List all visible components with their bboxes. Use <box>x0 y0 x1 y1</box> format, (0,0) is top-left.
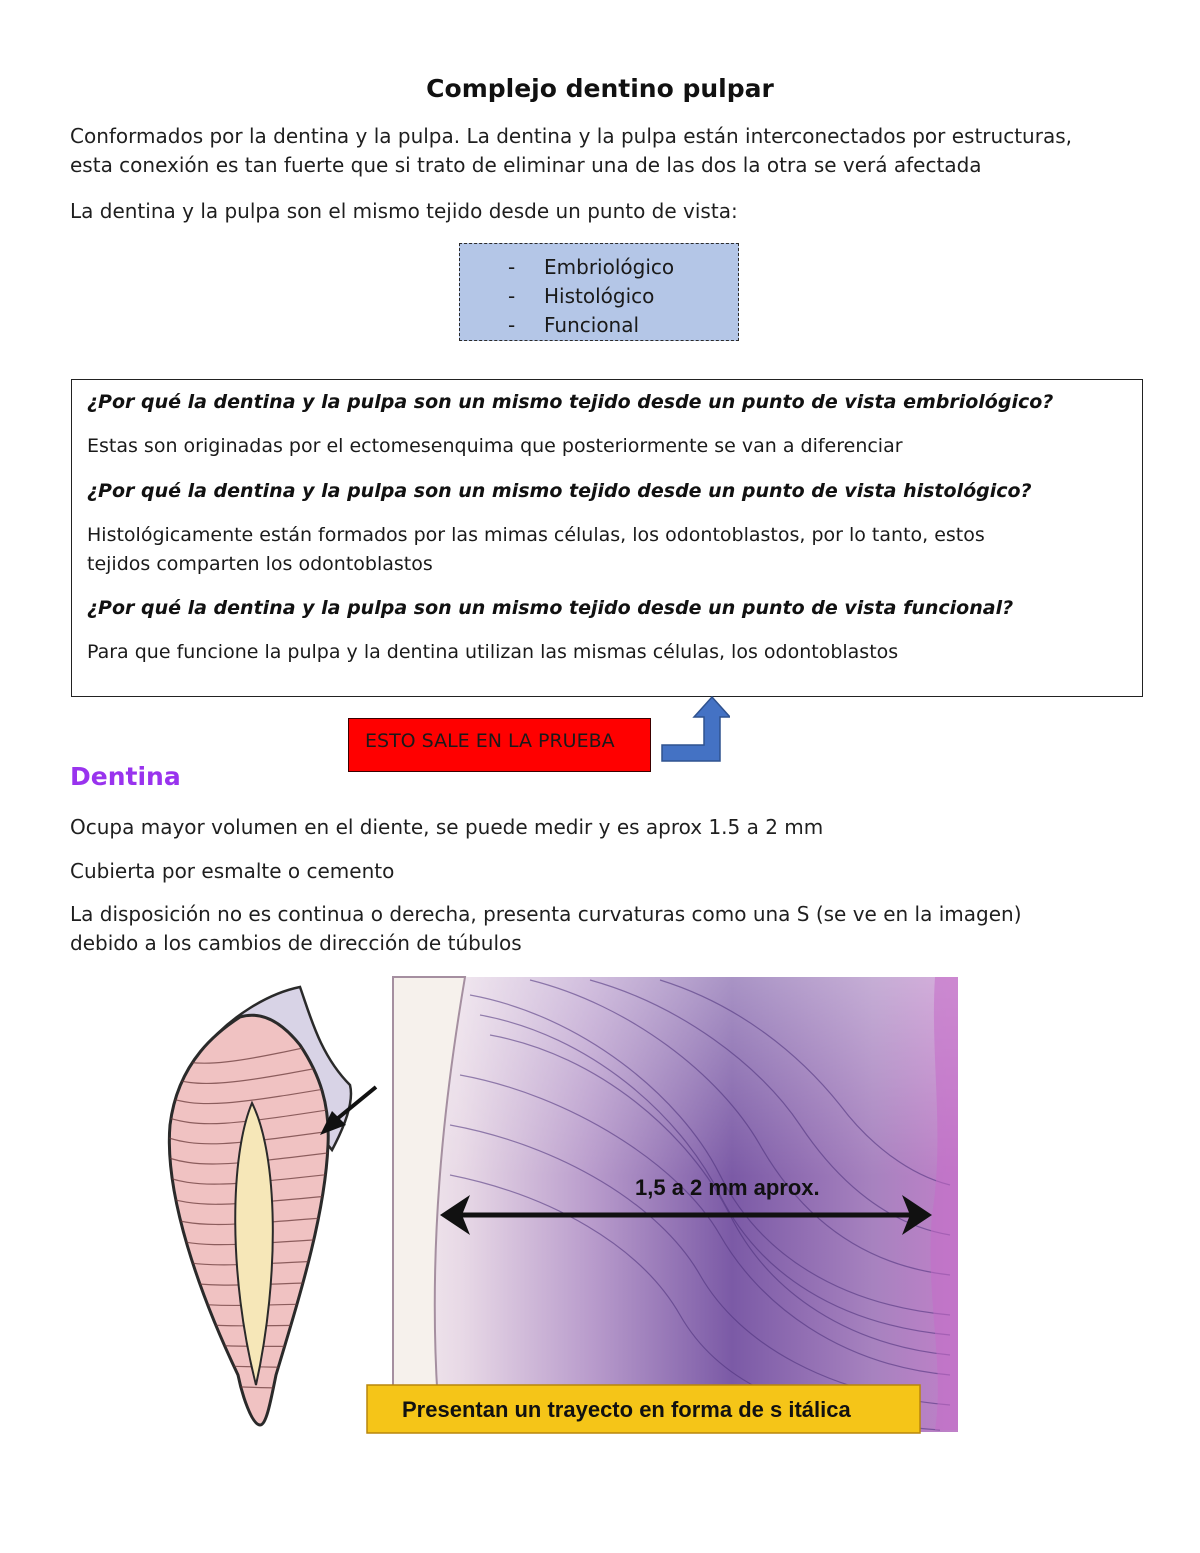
viewpoints-list <box>460 244 738 340</box>
viewpoint-label: Funcional <box>544 313 640 337</box>
answer-histologic <box>87 521 1127 579</box>
viewpoint-label: Embriológico <box>544 255 675 279</box>
question-embryologic: ¿Por qué la dentina y la pulpa son un mismo tejido desde un punto de vista embriológico? <box>87 391 1054 413</box>
intro-line-2: esta conexión es tan fuerte que si trato de eliminar una de las dos la otra se verá afectada <box>70 153 982 177</box>
dentina-paragraph-3-line-2: debido a los cambios de dirección de túbulos <box>70 931 522 955</box>
measure-label: 1,5 a 2 mm aprox. <box>635 1175 820 1200</box>
histology-micrograph <box>367 977 958 1433</box>
dentina-paragraph-2: Cubierta por esmalte o cemento <box>70 859 395 883</box>
question-functional: ¿Por qué la dentina y la pulpa son un mismo tejido desde un punto de vista funcional? <box>87 597 1014 619</box>
tooth-diagram <box>160 987 376 1425</box>
answer-histologic-line-1: Histológicamente están formados por las mimas células, los odontoblastos, por lo tanto, estos <box>87 524 985 546</box>
dentina-paragraph-3-line-1: La disposición no es continua o derecha, presenta curvaturas como una S (se ve en la imagen) <box>70 902 1022 926</box>
dentina-paragraph-3 <box>70 900 1140 958</box>
answer-functional: Para que funcione la pulpa y la dentina utilizan las mismas células, los odontoblastos <box>87 641 899 663</box>
intro-line-1: Conformados por la dentina y la pulpa. La dentina y la pulpa están interconectados por estructuras, <box>70 124 1072 148</box>
dentina-paragraph-1: Ocupa mayor volumen en el diente, se puede medir y es aprox 1.5 a 2 mm <box>70 815 824 839</box>
list-item <box>508 282 738 311</box>
viewpoint-label: Histológico <box>544 284 655 308</box>
section-title-dentina: Dentina <box>70 762 181 791</box>
figure-caption: Presentan un trayecto en forma de s itálica <box>402 1397 851 1422</box>
qa-box <box>71 379 1143 697</box>
answer-embryologic: Estas son originadas por el ectomesenquima que posteriormente se van a diferenciar <box>87 435 903 457</box>
dash-bullet: - <box>508 255 516 279</box>
lead-paragraph: La dentina y la pulpa son el mismo tejido desde un punto de vista: <box>70 199 738 223</box>
intro-paragraph <box>70 122 1140 180</box>
exam-badge: ESTO SALE EN LA PRUEBA <box>348 718 651 772</box>
list-item <box>508 253 738 282</box>
dash-bullet: - <box>508 313 516 337</box>
question-histologic: ¿Por qué la dentina y la pulpa son un mismo tejido desde un punto de vista histológico? <box>87 480 1032 502</box>
page-title: Complejo dentino pulpar <box>426 74 774 103</box>
up-arrow-icon <box>660 695 730 767</box>
dash-bullet: - <box>508 284 516 308</box>
viewpoints-box <box>459 243 739 341</box>
answer-histologic-line-2: tejidos comparten los odontoblastos <box>87 553 433 575</box>
list-item <box>508 311 738 340</box>
dentin-figure <box>160 975 960 1435</box>
